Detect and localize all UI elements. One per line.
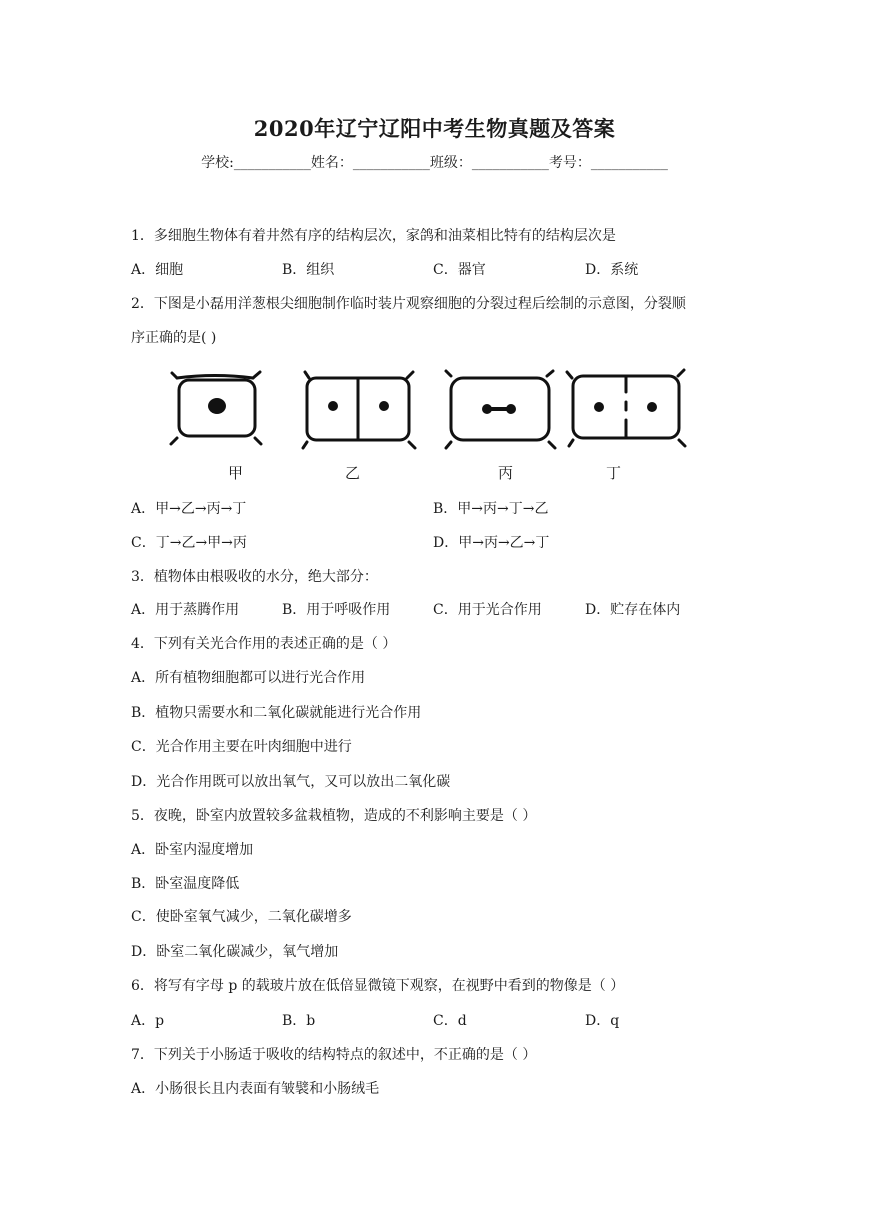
q1-option-a: A．细胞 [131,262,184,278]
q6-option-b: B．b [282,1013,316,1029]
q4-option-b: B．植物只需要水和二氧化碳就能进行光合作用 [131,705,422,721]
q1-option-b: B．组织 [282,262,335,278]
q6-option-c: C．d [433,1013,467,1029]
question-2-stem-continued: 序正确的是( ) [131,330,217,346]
question-1-stem: 1．多细胞生物体有着井然有序的结构层次，家鸽和油菜相比特有的结构层次是 [131,228,616,244]
q6-option-a: A．p [131,1013,165,1029]
q5-option-c: C．使卧室氧气减少，二氧化碳增多 [131,909,352,925]
q6-option-d: D．q [585,1013,620,1029]
q5-option-d: D．卧室二氧化碳减少，氧气增加 [131,944,339,960]
q2-option-c: C．丁→乙→甲→丙 [131,535,247,551]
q3-option-d: D．贮存在体内 [585,602,681,618]
q4-option-c: C．光合作用主要在叶肉细胞中进行 [131,739,352,755]
figure-label-jia: 甲 [228,464,244,482]
q4-option-d: D．光合作用既可以放出氧气，又可以放出二氧化碳 [131,774,451,790]
cell-yi-drawing [303,372,415,448]
q3-option-a: A．用于蒸腾作用 [131,602,240,618]
question-7-stem: 7．下列关于小肠适于吸收的结构特点的叙述中，不正确的是（ ） [131,1047,537,1063]
question-3-stem: 3．植物体由根吸收的水分，绝大部分： [131,569,378,585]
q1-option-c: C．器官 [433,262,486,278]
q3-option-c: C．用于光合作用 [433,602,542,618]
figure-label-yi: 乙 [345,464,361,482]
student-info-line: 学校:___________姓名：___________班级：___________考号：___________ [201,155,668,171]
question-6-stem: 6．将写有字母 p 的载玻片放在低倍显微镜下观察，在视野中看到的物像是（ ） [131,978,625,994]
page-title: 2020年辽宁辽阳中考生物真题及答案 [253,116,616,141]
q2-option-a: A．甲→乙→丙→丁 [131,501,247,517]
q3-option-b: B．用于呼吸作用 [282,602,391,618]
cell-ding-drawing [567,370,685,446]
q2-option-b: B．甲→丙→丁→乙 [433,501,549,517]
figure-label-bing: 丙 [498,464,514,482]
cell-division-figure [165,366,705,486]
question-4-stem: 4．下列有关光合作用的表述正确的是（ ） [131,636,397,652]
q4-option-a: A．所有植物细胞都可以进行光合作用 [131,670,366,686]
question-5-stem: 5．夜晚，卧室内放置较多盆栽植物，造成的不利影响主要是（ ） [131,808,537,824]
q5-option-a: A．卧室内湿度增加 [131,842,254,858]
figure-label-ding: 丁 [606,464,622,482]
q2-option-d: D．甲→丙→乙→丁 [433,535,550,551]
q7-option-a: A．小肠很长且内表面有皱襞和小肠绒毛 [131,1081,380,1097]
q5-option-b: B．卧室温度降低 [131,876,240,892]
question-2-stem: 2．下图是小磊用洋葱根尖细胞制作临时装片观察细胞的分裂过程后绘制的示意图，分裂顺 [131,296,686,312]
q1-option-d: D．系统 [585,262,639,278]
